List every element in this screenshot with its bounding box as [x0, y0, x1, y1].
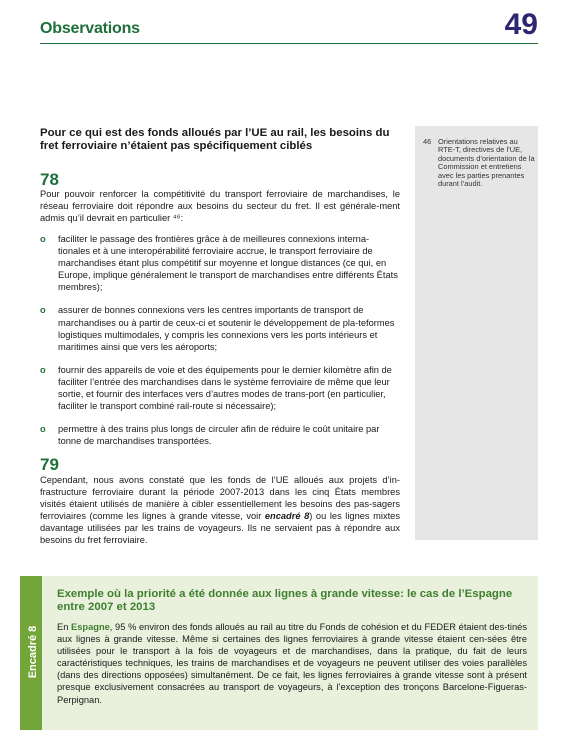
box-title: Exemple où la priorité a été donnée aux lignes à grande vitesse: le cas de l’Espagne entre 2007 et 2013 [57, 588, 513, 613]
header-rule [40, 43, 538, 44]
list-item-text: permettre à des trains plus longs de circuler afin de réduire le coût unitaire par tonne de marchandises transportées. [58, 424, 380, 447]
list-item-text: assurer de bonnes connexions vers les centres importants de transport de marchandises ou à partir de ceux-ci et soutenir le développement de pla-teformes logistiques multimodales, y compris les connexions vers les ports intérieurs et maritimes ainsi que vers les aéroports; [58, 305, 395, 352]
list-item [40, 423, 400, 447]
box-tab-label: Encadré 8 [27, 625, 39, 679]
list-item [40, 233, 400, 293]
box-text-prefix: En [57, 622, 72, 632]
box-text-body: , 95 % environ des fonds alloués au rail au titre du Fonds de cohésion et du FEDER étaient des-tinés aux lignes à grande vitesse. Même si certaines des lignes ferroviaires à grande vitesse étaient cen-sées être utilisées pour le transport à la fois de voyageurs et de marchandises, dans la pratique, du fait de leurs caractéristiques techniques, les trains de marchandises et de voyageurs ne peuvent utiliser des voies parallèles (dans des directions opposées) simultanément. De ce fait, les lignes ferroviaires à grande vitesse sont à présent presque exclusivement consacrées au transport de voyageurs, à l’exception des tronçons Barcelone-Figueras-Perpignan. [57, 622, 527, 705]
box-text [57, 621, 527, 706]
list-item-text: fournir des appareils de voie et des équipements pour le dernier kilomètre afin de faciliter l’entrée des marchandises dans le système ferroviaire de même que leur sortie, et fournir des interfaces vers d’autres modes de trans-port (en particulier, faciliter le transport combiné rail-route si nécessaire); [58, 364, 392, 412]
paragraph-79-part1: Cependant, nous avons constaté que les fonds de l’UE alloués aux projets d’in-frastructure ferroviaire durant la période 2007-2013 dans les cinq États membres visités étaient utilisés de manière à cibler essentiellement les besoins des pas-sagers ferroviaires (comme les lignes à grande vitesse, voir [40, 475, 400, 522]
highlight-country: Espagne [71, 622, 110, 632]
footnote-text: Orientations relatives au RTE-T, directives de l’UE, documents d’orientation de la Commission et entretiens avec les parties prenantes durant l’audit. [438, 137, 535, 189]
bullet-marker: o [40, 364, 46, 375]
page-number: 49 [504, 8, 538, 41]
box-reference-link[interactable]: encadré 8 [264, 511, 310, 522]
box-tab [20, 576, 42, 730]
section-heading: Pour ce qui est des fonds alloués par l’UE au rail, les besoins du fret ferroviaire n’étaient pas spécifiquement ciblés [40, 127, 390, 152]
bullet-marker: o [40, 305, 46, 316]
paragraph-number-79: 79 [40, 455, 59, 474]
list-item [40, 364, 400, 412]
list-item-text: faciliter le passage des frontières grâce à de meilleures connexions interna-tionales et à une interopérabilité ferroviaire accrue, le transport ferroviaire de marchandises étant plus compétitif sur moyenne et longue distances (ce qui, en Europe, implique généralement le transport de marchandises entre différents États membres); [58, 234, 398, 293]
footnote-46 [423, 138, 535, 188]
paragraph-79-part2: ) ou les lignes mixtes davantage utilisées par les trains de voyageurs. Ils ne servaient pas à répondre aux besoins du fret ferroviaire. [40, 511, 400, 546]
paragraph-79-text [40, 474, 400, 547]
bullet-marker: o [40, 234, 46, 244]
bullet-marker: o [40, 424, 46, 435]
paragraph-78-text: Pour pouvoir renforcer la compétitivité du transport ferroviaire de marchandises, le réseau ferroviaire doit répondre aux besoins du secteur du fret. Il est générale-ment admis qu’il devrait en particulier ⁴⁶: [40, 189, 400, 224]
footnote-number: 46 [423, 137, 432, 146]
bullet-list [40, 233, 400, 458]
paragraph-number-78: 78 [40, 170, 59, 189]
section-title: Observations [40, 20, 140, 37]
list-item [40, 304, 400, 352]
